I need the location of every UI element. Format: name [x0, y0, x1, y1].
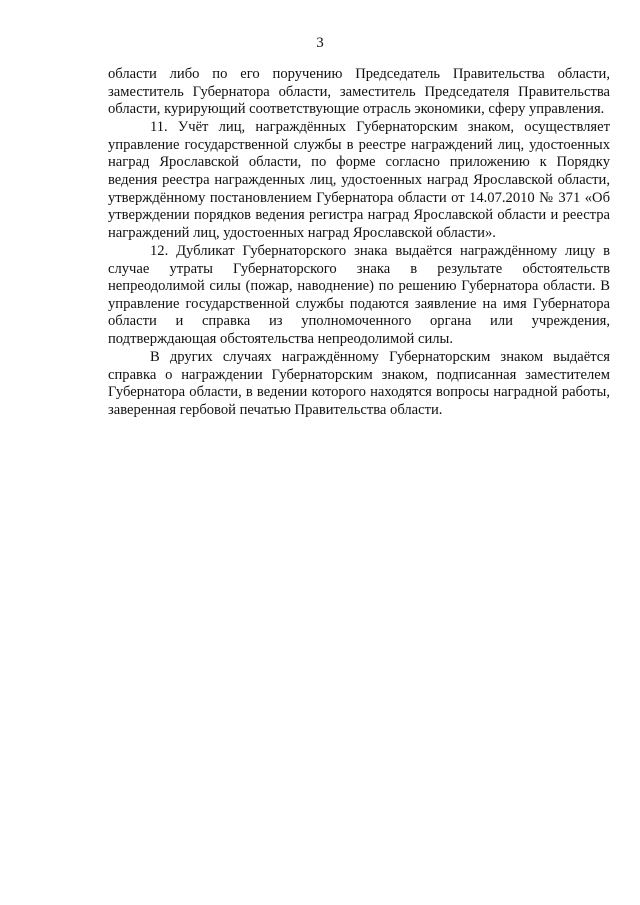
- paragraph-other-cases: В других случаях награждённому Губернаторским знаком выдаётся справка о награждении Губернаторским знаком, подписанная заместителем Губернатора области, в ведении которого находятся вопросы наградной работы, заверенная гербовой печатью Правительства области.: [108, 349, 610, 418]
- paragraph-item-12: 12. Дубликат Губернаторского знака выдаётся награждённому лицу в случае утраты Губернаторского знака в результате обстоятельств непреодолимой силы (пожар, наводнение) по решению Губернатора области. В управление государственной службы подаются заявление на имя Губернатора области и справка из уполномоченного органа или учреждения, подтверждающая обстоятельства непреодолимой силы.: [108, 242, 610, 347]
- paragraph-continuation: области либо по его поручению Председатель Правительства области, заместитель Губернатора области, заместитель Председателя Правительства области, курирующий соответствующие отрасль экономики, сферу управления.: [108, 66, 610, 118]
- page-number: 3: [316, 35, 324, 51]
- paragraph-item-11: 11. Учёт лиц, награждённых Губернаторским знаком, осуществляет управление государственной службы в реестре награждений лиц, удостоенных наград Ярославской области, по форме согласно приложению к Порядку ведения реестра награжденных лиц, удостоенных наград Ярославской области, утверждённому постановлением Губернатора области от 14.07.2010 № 371 «Об утверждении порядков ведения регистра наград Ярославской области и реестра награждений лиц, удостоенных наград Ярославской области».: [108, 119, 610, 241]
- document-body: [108, 66, 610, 419]
